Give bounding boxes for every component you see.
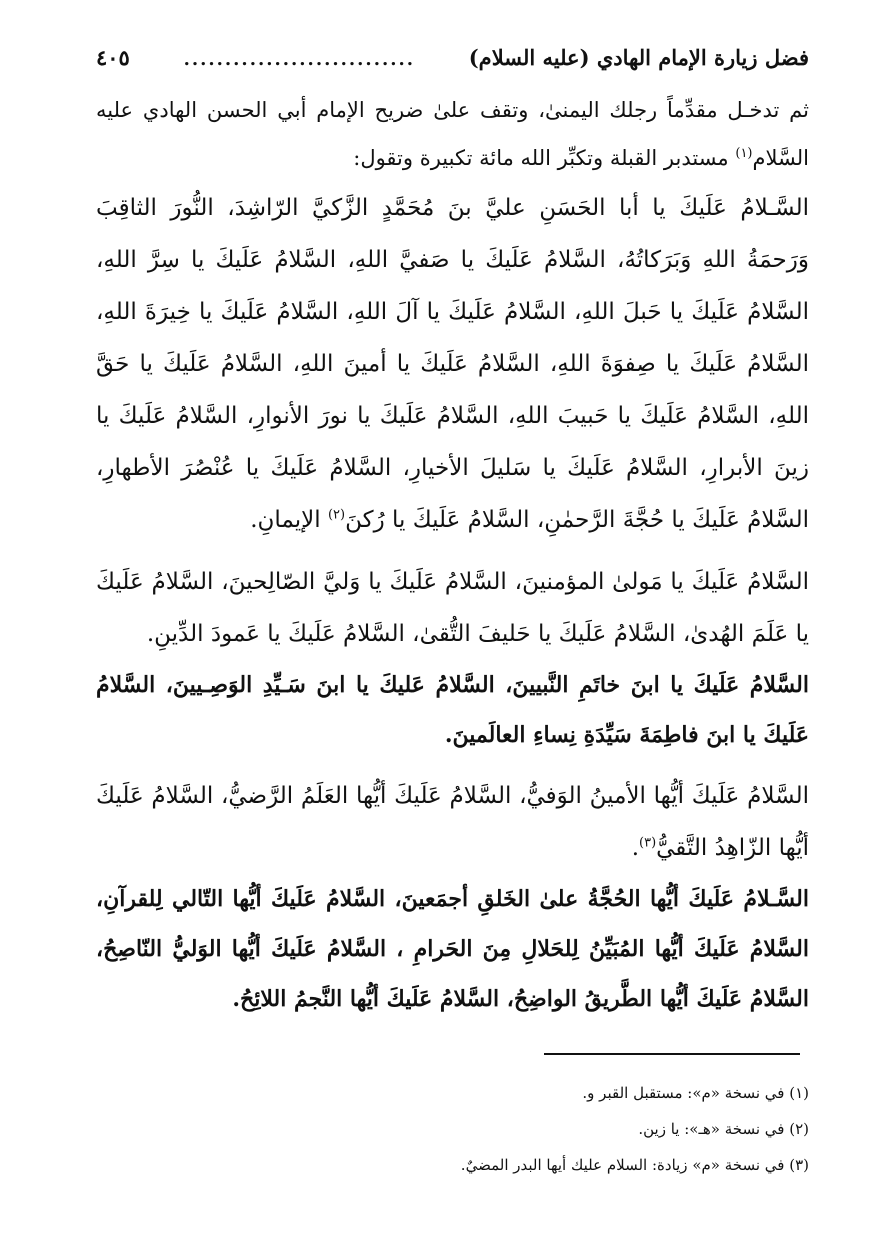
page-number: ٤٠٥ xyxy=(96,45,130,70)
footnote-3: (٣) في نسخة «م» زيادة: السلام عليك أيها البدر المضيٌ. xyxy=(460,1156,809,1174)
footnotes xyxy=(300,1075,809,1183)
running-header xyxy=(96,30,809,70)
footnote-ref-2: (٢) xyxy=(327,507,346,523)
leader-dots: ............................ xyxy=(183,49,416,70)
salutation-paragraph-1 xyxy=(96,182,809,546)
salutation-paragraph-2: السَّلامُ عَلَيكَ يا مَولىٰ المؤمنينَ، السَّلامُ عَلَيكَ يا وَليَّ الصّالِحينَ، السَّلامُ عَلَيكَ يا عَلَمَ الهُدىٰ، السَّلامُ عَلَيكَ يا حَليفَ التُّقىٰ، السَّلامُ عَلَيكَ يا عَمودَ الدِّينِ. xyxy=(96,569,809,647)
paragraph-1-text: السَّـلامُ عَلَيكَ يا أبا الحَسَنِ عليَّ بنَ مُحَمَّدٍ الزَّكيَّ الرّاشِدَ، النُّورَ الثاقِبَ وَرَحمَةُ اللهِ وَبَرَكاتُهُ، السَّلامُ عَلَيكَ يا صَفيَّ اللهِ، السَّلامُ عَلَيكَ يا سِرَّ اللهِ، السَّلامُ عَلَيكَ يا حَبلَ اللهِ، السَّلامُ عَلَيكَ يا آلَ اللهِ، السَّلامُ عَلَيكَ يا خِيرَةَ اللهِ، السَّلامُ عَلَيكَ يا صِفوَةَ اللهِ، السَّلامُ عَلَيكَ يا أمينَ اللهِ، السَّلامُ عَلَيكَ يا حَقَّ اللهِ، السَّلامُ عَلَيكَ يا حَبيبَ اللهِ، السَّلامُ عَلَيكَ يا نورَ الأنوارِ، السَّلامُ عَلَيكَ يا زينَ الأبرارِ، السَّلامُ عَلَيكَ يا سَليلَ الأخيارِ، السَّلامُ عَلَيكَ يا عُنْصُرَ الأطهارِ، السَّلامُ عَلَيكَ يا حُجَّةَ الرَّحمٰنِ، السَّلامُ عَلَيكَ يا رُكنَ xyxy=(96,195,809,533)
footnote-ref-3: (٣) xyxy=(639,835,657,851)
paragraph-4-end: . xyxy=(631,835,639,861)
salutation-paragraph-4 xyxy=(96,770,809,874)
footnote-ref-1: (١) xyxy=(735,146,753,161)
intro-text-end: مستدبر القبلة وتكبِّر الله مائة تكبيرة وتقول: xyxy=(353,146,736,170)
chapter-title: فضل زيارة الإمام الهادي (عليه السلام) xyxy=(468,45,809,70)
paragraph-1-end: الإيمانِ. xyxy=(250,507,328,533)
paragraph-4-text: السَّلامُ عَلَيكَ أيُّها الأمينُ الوَفيُّ، السَّلامُ عَلَيكَ أيُّها العَلَمُ الرَّضيُّ، السَّلامُ عَلَيكَ أيُّها الزّاهِدُ التَّقيُّ xyxy=(96,783,809,861)
intro-text: ثم تدخـل مقدِّماً رجلك اليمنىٰ، وتقف علىٰ ضريح الإمام أبي الحسن الهادي عليه السَّلام xyxy=(96,98,809,170)
footnote-2: (٢) في نسخة «هـ»: يا زين. xyxy=(638,1120,809,1138)
footnote-1: (١) في نسخة «م»: مستقبل القبر و. xyxy=(582,1084,809,1102)
main-text xyxy=(96,86,809,1024)
intro-paragraph xyxy=(96,86,809,182)
footnote-separator xyxy=(544,1053,800,1055)
salutation-paragraph-5: السَّـلامُ عَلَيكَ أيُّها الحُجَّةُ علىٰ الخَلقِ أجمَعينَ، السَّلامُ عَلَيكَ أيُّها التّالي لِلقرآنِ، السَّلامُ عَلَيكَ أيُّها المُبَيِّنُ لِلحَلالِ مِنَ الحَرامِ ، السَّلامُ عَلَيكَ أيُّها الوَليُّ النّاصِحُ، السَّلامُ عَلَيكَ أيُّها الطَّريقُ الواضِحُ، السَّلامُ عَلَيكَ أيُّها النَّجمُ اللائِحُ. xyxy=(96,886,809,1012)
salutation-paragraph-3: السَّلامُ عَلَيكَ يا ابنَ خاتَمِ النَّبيينَ، السَّلامُ عَليكَ يا ابنَ سَـيِّدِ الوَصِـيينَ، السَّلامُ عَلَيكَ يا ابنَ فاطِمَةَ سَيِّدَةِ نِساءِ العالَمينَ. xyxy=(96,672,809,748)
